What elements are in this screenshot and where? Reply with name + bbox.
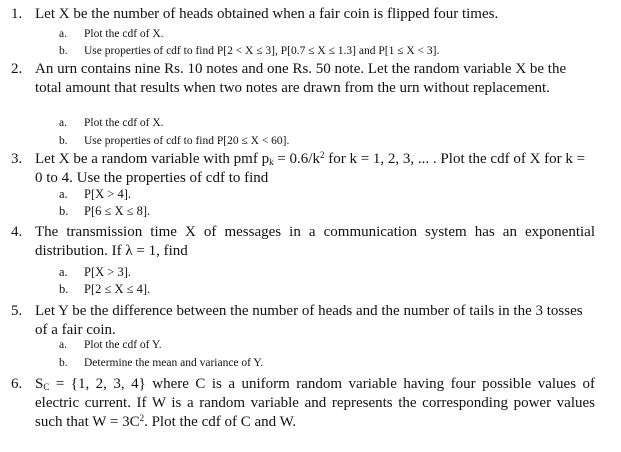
sub-text: Use properties of cdf to find P[2 < X ≤ 3], P[0.7 ≤ X ≤ 1.3] and P[1 ≤ X < 3]. bbox=[84, 45, 440, 57]
question-number: 5. bbox=[11, 303, 23, 319]
sub-label: a. bbox=[59, 117, 67, 129]
question-text: Let Y be the difference between the number of heads and the number of tails in the 3 tosses of a fair coin. bbox=[35, 303, 583, 338]
question-number: 2. bbox=[11, 61, 23, 77]
sub-label: a. bbox=[59, 265, 68, 279]
question-text: An urn contains nine Rs. 10 notes and one Rs. 50 note. Let the random variable X be the total amount that results when two notes are drawn from the urn without replacement. bbox=[35, 61, 567, 96]
sub-text: Plot the cdf of X. bbox=[84, 28, 164, 40]
sub-text: Plot the cdf of Y. bbox=[84, 339, 162, 351]
sub-label: a. bbox=[59, 339, 67, 351]
sub-text: Determine the mean and variance of Y. bbox=[84, 357, 264, 369]
sub-label: a. bbox=[59, 187, 68, 201]
sub-label: b. bbox=[59, 135, 68, 147]
question-text: $S_C = \{1$, 2, 3, 4} where C is a uniform random variable having four possible values of electric current. If W is a random variable and represents the corresponding power values such that $W = 3C^2$. Plot the cdf of C and W. bbox=[35, 376, 595, 430]
question-number: 3. bbox=[11, 151, 23, 167]
question-text: Let X be the number of heads obtained when a fair coin is flipped four times. bbox=[35, 6, 499, 22]
question-number: 6. bbox=[11, 376, 23, 392]
question-number: 4. bbox=[11, 224, 23, 240]
sub-text: P[X > 3]. bbox=[84, 265, 131, 279]
question-number: 1. bbox=[11, 6, 23, 22]
sub-label: b. bbox=[59, 204, 69, 218]
sub-text: P[2 ≤ X ≤ 4]. bbox=[84, 282, 151, 296]
question-text: Let X be a random variable with pmf $p_k = 0.6/k^2$ for k = 1, 2, 3, ... . Plot the cdf of X for k = 0 to 4. Use the properties of cdf to find bbox=[35, 150, 586, 186]
sub-label: b. bbox=[59, 282, 69, 296]
sub-label: b. bbox=[59, 45, 68, 57]
sub-label: b. bbox=[59, 357, 68, 369]
sub-text: P[6 ≤ X ≤ 8]. bbox=[84, 204, 151, 218]
sub-label: a. bbox=[59, 28, 67, 40]
sub-text: Use properties of cdf to find P[20 ≤ X < 60]. bbox=[84, 135, 290, 147]
sub-text: P[X > 4]. bbox=[84, 187, 131, 201]
question-text: The transmission time X of messages in a communication system has an exponential distribution. If λ = 1, find bbox=[35, 224, 595, 259]
sub-text: Plot the cdf of X. bbox=[84, 117, 164, 129]
